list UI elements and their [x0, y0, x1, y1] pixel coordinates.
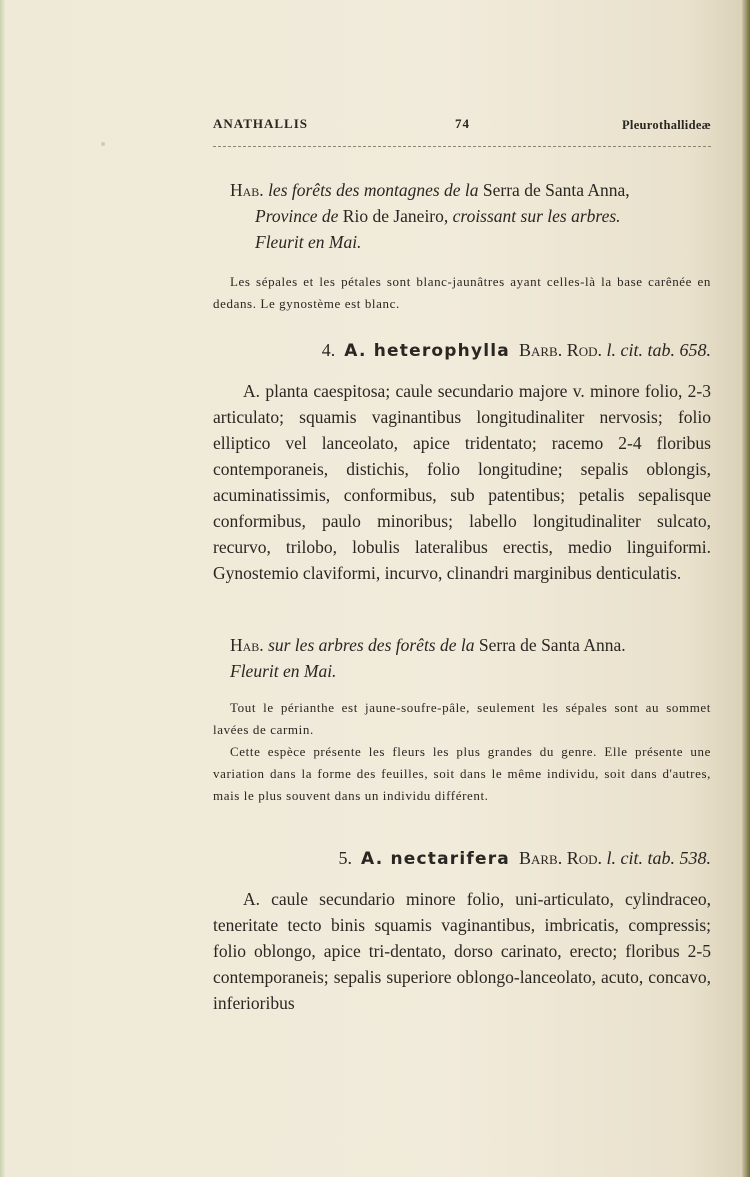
species-number: 5.	[338, 848, 353, 868]
page-left-edge	[0, 0, 5, 1177]
species-name: A. nectarifera	[361, 849, 510, 869]
species-4-heading	[213, 337, 711, 364]
note-paragraph: Tout le périanthe est jaune-soufre-pâle, seulement les sépales sont au sommet lavées de carmin.	[213, 700, 711, 737]
species-reference: l. cit. tab. 658.	[606, 340, 711, 360]
header-rule	[213, 146, 711, 147]
hab-text-italic: sur les arbres des forêts de la	[268, 635, 475, 655]
hab-locality: Rio de Janeiro,	[342, 206, 449, 226]
page-number: 74	[455, 116, 470, 131]
latin-description: A. caule secundario minore folio, uni-articulato, cylindraceo, teneritate tecto binis squamis vaginantibus, imbricatis, compressis; folio oblongo, apice tri-dentato, dorso carinato, erecto; floribus 2-5 contemporaneis; sepalis superiore oblongo-lanceolato, acuto, concavo, inferioribus	[213, 889, 711, 1013]
running-head-tribe: Pleurothallideæ	[622, 118, 711, 132]
habitat-1	[230, 177, 714, 255]
hab-locality: Serra de Santa Anna.	[478, 635, 626, 655]
species-number: 4.	[321, 340, 336, 360]
species-4-description	[213, 378, 711, 586]
hab-label: Hab.	[230, 180, 264, 200]
notes-2	[213, 697, 711, 807]
hab-text-italic: Province de	[255, 206, 339, 226]
habitat-2	[230, 632, 711, 684]
paper-speck	[101, 142, 105, 146]
species-author: Barb. Rod.	[518, 848, 602, 868]
species-name: A. heterophylla	[344, 341, 510, 361]
note-1	[213, 271, 711, 315]
running-head	[213, 116, 711, 138]
book-spine-shadow	[742, 0, 750, 1177]
hab-locality: Serra de Santa Anna,	[482, 180, 630, 200]
species-5-description	[213, 886, 711, 1016]
latin-description: A. planta caespitosa; caule secundario majore v. minore folio, 2-3 articulato; squamis vaginantibus longitudinaliter nervosis; folio elliptico vel lanceolato, apice tridentato; racemo 2-4 floribus contemporaneis, distichis, folio longitudine; sepalis oblongis, acuminatissimis, conformibus, sub patentibus; petalis sepalisque conformibus, paulo minoribus; labello longitudinaliter sulcato, recurvo, trilobo, lobulis lateralibus erectis, medio linguiformi. Gynostemio claviformi, incurvo, clinandri marginibus denticulatis.	[213, 381, 711, 583]
running-head-genus: ANATHALLIS	[213, 116, 309, 131]
hab-flowering: Fleurit en Mai.	[230, 661, 337, 681]
hab-flowering: Fleurit en Mai.	[255, 232, 362, 252]
note-paragraph: Les sépales et les pétales sont blanc-jaunâtres ayant celles-là la base carênée en dedans. Le gynostème est blanc.	[213, 274, 711, 311]
species-reference: l. cit. tab. 538.	[606, 848, 711, 868]
hab-text-italic: les forêts des montagnes de la	[268, 180, 479, 200]
species-5-heading	[213, 845, 711, 872]
hab-label: Hab.	[230, 635, 264, 655]
note-paragraph: Cette espèce présente les fleurs les plus grandes du genre. Elle présente une variation dans la forme des feuilles, soit dans le même individu, soit dans d'autres, mais le plus souvent dans un individu différent.	[213, 744, 711, 803]
species-author: Barb. Rod.	[518, 340, 602, 360]
hab-text-italic: croissant sur les arbres.	[452, 206, 621, 226]
